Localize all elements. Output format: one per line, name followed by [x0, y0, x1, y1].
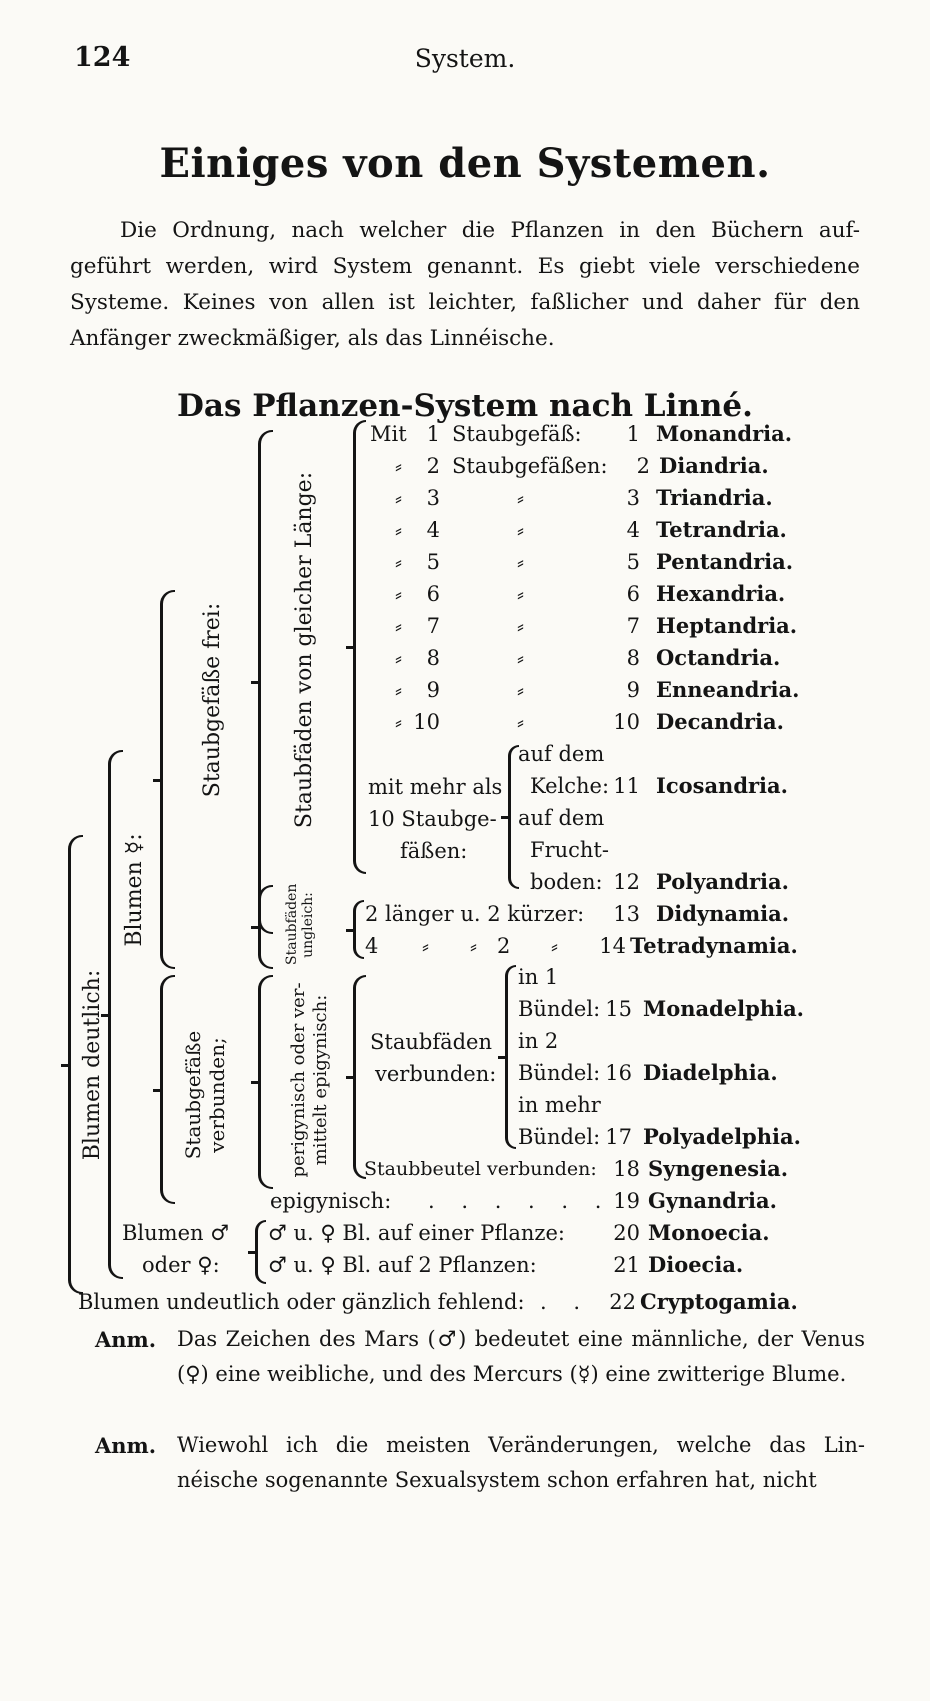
row20-class: 20 [613, 1221, 640, 1245]
row10-ditto2: ⸗ [517, 710, 524, 734]
brace-frei [160, 590, 175, 969]
row3-ditto: ⸗ [395, 486, 402, 510]
row5-ditto: ⸗ [395, 550, 402, 574]
row11-genus: Icosandria. [656, 773, 788, 798]
label-staubgefaesse-frei: Staubgefäße frei: [200, 602, 225, 798]
row8-num: 8 [426, 646, 440, 670]
row10-class: 10 [613, 710, 640, 734]
row19-dots: . . . . . . [428, 1189, 612, 1213]
brace-buendel [505, 965, 516, 1149]
row4-num: 4 [426, 518, 440, 542]
row3-class: 3 [626, 486, 640, 510]
row18-text: Staubbeutel verbunden: [364, 1158, 597, 1180]
section-title: Einiges von den Systemen. [159, 140, 771, 187]
blumen-mf-line1: Blumen ♂ [122, 1221, 230, 1245]
row19-text: epigynisch: [270, 1189, 392, 1213]
page-header [70, 42, 860, 82]
row2-word: Staubgefäßen: [452, 454, 608, 478]
row14-ditto3: ⸗ [551, 934, 558, 958]
row19-class: 19 [613, 1189, 640, 1213]
row8-ditto: ⸗ [395, 646, 402, 670]
row14-a: 4 [365, 934, 379, 958]
row7-ditto: ⸗ [395, 614, 402, 638]
row19-genus: Gynandria. [648, 1188, 777, 1213]
row17-in: in mehr [518, 1093, 601, 1117]
note-2 [95, 1428, 865, 1498]
brace-ungleich [258, 885, 273, 969]
mehr-line1: mit mehr als [368, 775, 503, 799]
brace-verbunden-inner [353, 975, 366, 1179]
verbunden-line2: verbunden: [375, 1062, 497, 1086]
verbunden-line1: Staubfäden [370, 1030, 493, 1054]
row12-class: 12 [613, 870, 640, 894]
row3-genus: Triandria. [656, 485, 773, 510]
row8-class: 8 [626, 646, 640, 670]
row9-ditto2: ⸗ [517, 678, 524, 702]
row6-ditto: ⸗ [395, 582, 402, 606]
row13-genus: Didynamia. [656, 901, 790, 926]
page-number: 124 [74, 42, 131, 73]
row22-class: 22 [609, 1290, 636, 1314]
row1-mit: Mit [370, 422, 407, 446]
mehr-line2: 10 Staubge- [368, 807, 497, 831]
row11-class: 11 [613, 774, 640, 798]
row3-num: 3 [426, 486, 440, 510]
row5-ditto2: ⸗ [517, 550, 524, 574]
label-blumen-deutlich: Blumen deutlich: [80, 969, 105, 1161]
row9-class: 9 [626, 678, 640, 702]
row7-ditto2: ⸗ [517, 614, 524, 638]
row13-text: 2 länger u. 2 kürzer: [365, 902, 585, 926]
row15-class: 15 [605, 997, 632, 1021]
row9-num: 9 [426, 678, 440, 702]
running-head: System. [414, 44, 516, 73]
label-blumen-herm: Blumen ☿: [122, 833, 147, 947]
row5-num: 5 [426, 550, 440, 574]
row1-genus: Monandria. [656, 421, 793, 446]
row21-class: 21 [613, 1253, 640, 1277]
row5-class: 5 [626, 550, 640, 574]
row21-genus: Dioecia. [648, 1252, 744, 1277]
row6-class: 6 [626, 582, 640, 606]
kelch-line1: auf dem [518, 742, 605, 766]
row22-text: Blumen undeutlich oder gänzlich fehlend: [78, 1290, 525, 1314]
row17-genus: Polyadelphia. [643, 1124, 801, 1149]
row1-word: Staubgefäß: [452, 422, 582, 446]
row9-genus: Enneandria. [656, 677, 800, 702]
row6-ditto2: ⸗ [517, 582, 524, 606]
row13-class: 13 [613, 902, 640, 926]
row1-class: 1 [626, 422, 640, 446]
row6-num: 6 [426, 582, 440, 606]
row2-ditto: ⸗ [395, 454, 402, 478]
row22-genus: Cryptogamia. [640, 1289, 798, 1314]
row4-genus: Tetrandria. [656, 517, 787, 542]
row5-genus: Pentandria. [656, 549, 794, 574]
row14-ditto2: ⸗ [470, 934, 477, 958]
brace-gleicher-laenge [258, 430, 273, 934]
kelch-line2: Kelche: [530, 774, 610, 798]
row17-class: 17 [605, 1125, 632, 1149]
row18-genus: Syngenesia. [648, 1156, 789, 1181]
row7-num: 7 [426, 614, 440, 638]
row16-buendel: Bündel: [518, 1061, 601, 1085]
row2-num: 2 [426, 454, 440, 478]
row15-genus: Monadelphia. [643, 996, 804, 1021]
row16-genus: Diadelphia. [643, 1060, 778, 1085]
row22-dots: . . [540, 1290, 591, 1314]
row14-class: 14 [599, 934, 626, 958]
label-staubgefaesse-verbunden: Staubgefäße verbunden; [181, 1030, 229, 1160]
row6-genus: Hexandria. [656, 581, 786, 606]
note-1-label: Anm. [95, 1327, 157, 1352]
label-ungleich: Staubfäden ungleich: [284, 883, 316, 965]
row1-num: 1 [426, 422, 440, 446]
row20-text: ♂ u. ♀ Bl. auf einer Pflanze: [268, 1221, 565, 1245]
row12-genus: Polyandria. [656, 869, 789, 894]
row10-num: 10 [413, 710, 440, 734]
row16-class: 16 [605, 1061, 632, 1085]
row18-class: 18 [613, 1157, 640, 1181]
intro-paragraph: Die Ordnung, nach welcher die Pflanzen in den Büchern auf- geführt werden, wird System genannt. Es giebt viele verschiedene Systeme. Keines von allen ist leichter, faßlicher und daher für den Anfänger zweckmäßiger, als das Linnéische. [70, 218, 860, 351]
frucht-line3: boden: [530, 870, 603, 894]
row2-genus: Diandria. [659, 453, 769, 478]
frucht-line2: Frucht- [530, 838, 609, 862]
brace-verbunden [160, 975, 175, 1204]
row10-genus: Decandria. [656, 709, 784, 734]
row4-class: 4 [626, 518, 640, 542]
note-2-text: Wiewohl ich die meisten Veränderungen, welche das Lin- néische sogenannte Sexualsystem schon erfahren hat, nicht [177, 1433, 865, 1492]
row2-class: 2 [636, 454, 650, 478]
row10-ditto: ⸗ [395, 710, 402, 734]
row14-ditto1: ⸗ [422, 934, 429, 958]
row15-in: in 1 [518, 965, 559, 989]
note-1 [95, 1322, 865, 1392]
row16-in: in 2 [518, 1029, 559, 1053]
mehr-line3: fäßen: [400, 839, 468, 863]
brace-perigynisch [258, 975, 273, 1189]
brace-monoecia [255, 1220, 266, 1284]
brace-blumen-herm [108, 750, 123, 1279]
row21-text: ♂ u. ♀ Bl. auf 2 Pflanzen: [268, 1253, 537, 1277]
row7-genus: Heptandria. [656, 613, 798, 638]
row4-ditto2: ⸗ [517, 518, 524, 542]
row20-genus: Monoecia. [648, 1220, 770, 1245]
row4-ditto: ⸗ [395, 518, 402, 542]
label-gleicher-laenge: Staubfäden von gleicher Länge: [292, 471, 317, 829]
brace-staubfaeden [353, 420, 366, 874]
row3-ditto2: ⸗ [517, 486, 524, 510]
note-1-text: Das Zeichen des Mars (♂) bedeutet eine männliche, der Venus (♀) eine weibliche, und des Mercurs (☿) eine zwitterige Blume. [177, 1327, 865, 1386]
row9-ditto: ⸗ [395, 678, 402, 702]
row7-class: 7 [626, 614, 640, 638]
row8-ditto2: ⸗ [517, 646, 524, 670]
label-perigynisch: perigynisch oder ver- mittelt epigynisch: [288, 982, 331, 1178]
system-heading: Das Pflanzen-System nach Linné. [177, 388, 753, 424]
row14-b: 2 [497, 934, 511, 958]
row15-buendel: Bündel: [518, 997, 601, 1021]
row8-genus: Octandria. [656, 645, 781, 670]
note-2-label: Anm. [95, 1433, 157, 1458]
blumen-mf-line2: oder ♀: [142, 1253, 220, 1277]
row17-buendel: Bündel: [518, 1125, 601, 1149]
row14-genus: Tetradynamia. [630, 933, 798, 958]
brace-classes-13-14 [353, 900, 364, 959]
frucht-line1: auf dem [518, 806, 605, 830]
